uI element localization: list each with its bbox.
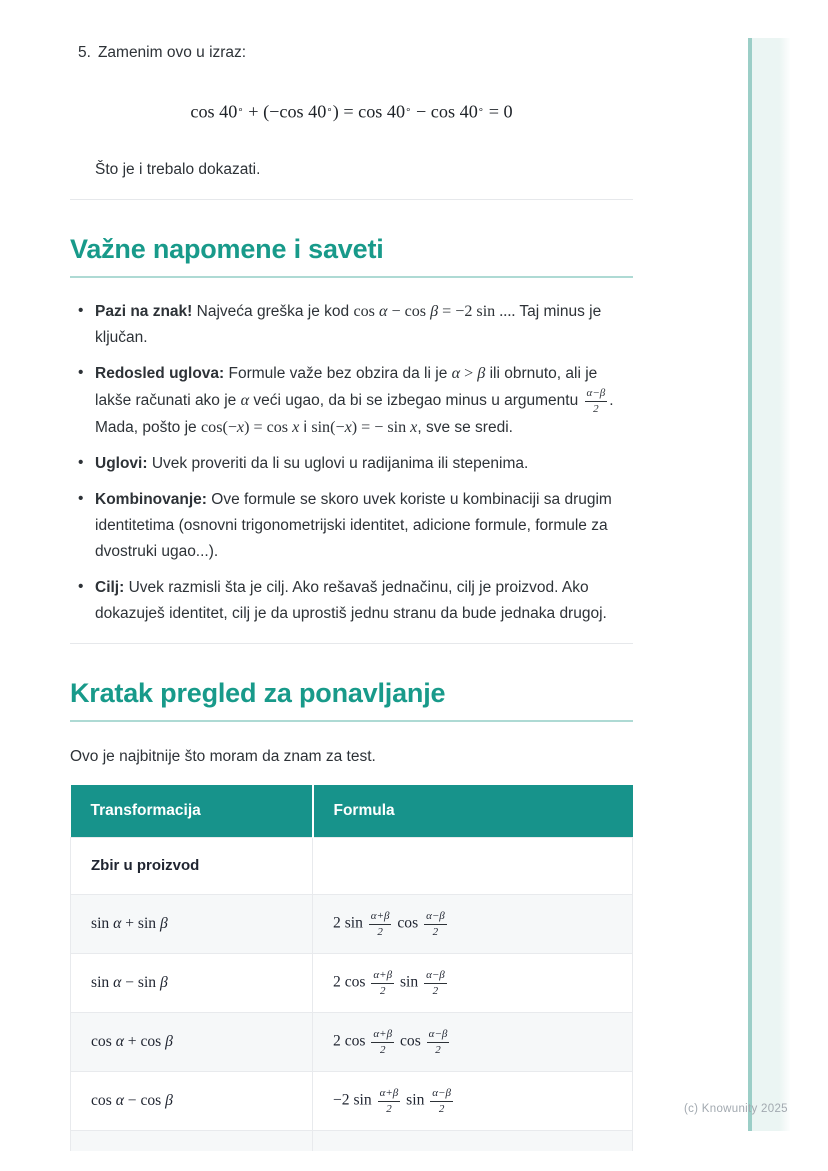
list-item (70, 361, 633, 441)
list-item-text: Kombinovanje: Ove formule se skoro uvek koriste u kombinaciji sa drugim identitetima (osnovni trigonometrijski identitet, adicione formule, formule za dvostruki ugao...). (95, 490, 612, 560)
cell-formula: 2 cos $\frac{\alpha+\beta}{2}$ sin $\frac{\alpha-\beta}{2}$ (313, 953, 633, 1012)
cell-transformation: sin α − sin β (71, 953, 313, 1012)
formula-table (70, 785, 633, 1152)
page-content (70, 0, 633, 1151)
section-divider (70, 199, 633, 200)
list-item-text: Redosled uglova: Formule važe bez obzira da li je α > β ili obrnuto, ali je lakše računati ako je α veći ugao, da bi se izbegao minus u argumentu $\frac{\alpha-\beta}{2}$ . Mada, pošto je cos(−x) = cos x i sin(−x) = − sin x, sve se sredi. (95, 364, 614, 436)
table-row (71, 837, 633, 894)
table-row (71, 1071, 633, 1130)
step-text: Zamenim ovo u izraz: (97, 44, 247, 61)
cell-formula: 2 sin $\frac{\alpha+\beta}{2}$ cos $\frac{\alpha-\beta}{2}$ (313, 894, 633, 953)
notes-heading: Važne napomene i saveti (70, 233, 384, 264)
page-footer (684, 1101, 788, 1117)
cell-formula: 2 cos $\frac{\alpha+\beta}{2}$ cos $\frac{\alpha-\beta}{2}$ (313, 1012, 633, 1071)
heading-underline (70, 276, 633, 278)
cell-transformation: cos α + cos β (71, 1012, 313, 1071)
decorative-side-stripe (748, 38, 790, 1131)
intro-text: Ovo je najbitnije što moram da znam za test. (70, 747, 376, 765)
conclusion-text: Što je i trebalo dokazati. (95, 160, 261, 178)
column-header-formula: Formula (313, 785, 633, 838)
copyright-text: (c) Knowunity 2025 (684, 1103, 788, 1115)
list-item (70, 575, 633, 627)
list-item (70, 487, 633, 565)
list-item-text: Cilj: Uvek razmisli šta je cilj. Ako rešavaš jednačinu, cilj je proizvod. Ako dokazuješ identitet, cilj je da uprostiš jednu stranu da bude jednaka drugoj. (95, 578, 607, 622)
list-item-text: Uglovi: Uvek proveriti da li su uglovi u radijanima ili stepenima. (95, 454, 529, 472)
display-formula: cos 40∘ + (−cos 40∘) = cos 40∘ − cos 40∘ = 0 (190, 101, 513, 122)
list-item (70, 299, 633, 351)
cell-formula: −2 sin $\frac{\alpha+\beta}{2}$ sin $\frac{\alpha-\beta}{2}$ (313, 1071, 633, 1130)
bullet-icon: • (78, 301, 84, 319)
list-item (70, 451, 633, 477)
table-header-row (71, 785, 633, 838)
column-header-transformacija: Transformacija (71, 785, 313, 838)
cell-formula (313, 1130, 633, 1151)
proof-step (70, 40, 633, 66)
cell-transformation: sin α + sin β (71, 894, 313, 953)
heading-underline (70, 720, 633, 722)
stripe-fill (752, 38, 790, 1131)
step-number: 5. (78, 44, 91, 61)
bullet-icon: • (78, 489, 84, 507)
bullet-icon: • (78, 453, 84, 471)
review-heading: Kratak pregled za ponavljanje (70, 677, 446, 708)
table-row (71, 1012, 633, 1071)
cell-formula (313, 837, 633, 894)
cell-transformation: Zbir u proizvod (71, 837, 313, 894)
table-row-partial (71, 1130, 633, 1151)
bullet-icon: • (78, 363, 84, 381)
notes-list (70, 299, 633, 627)
bullet-icon: • (78, 577, 84, 595)
table-row (71, 953, 633, 1012)
cell-transformation: cos α − cos β (71, 1071, 313, 1130)
list-item-text: Pazi na znak! Najveća greška je kod cos α − cos β = −2 sin .... Taj minus je ključan. (95, 302, 602, 346)
cell-transformation (71, 1130, 313, 1151)
table-row (71, 894, 633, 953)
section-divider (70, 643, 633, 644)
